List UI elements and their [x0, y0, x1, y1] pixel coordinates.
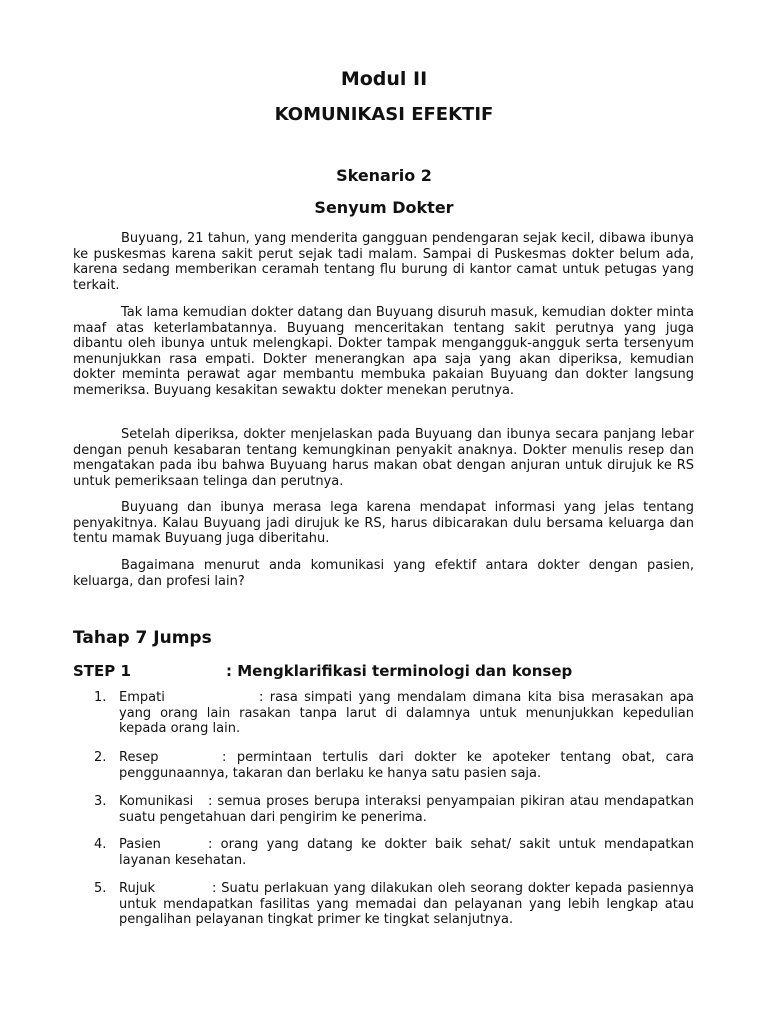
term-definition: : Suatu perlakuan yang dilakukan oleh seorang dokter kepada pasiennya untuk mendapatkan fasilitas yang memadai dan pelayanan yang lebih lengkap atau pengalihan pelayanan tingkat primer ke tingkat selanjutnya. — [119, 881, 694, 927]
scenario-paragraph: Tak lama kemudian dokter datang dan Buyuang disuruh masuk, kemudian dokter minta maaf atas keterlambatannya. Buyuang menceritakan tentang sakit perutnya yang juga dibantu oleh ibunya untuk melengkapi. Dokter tampak mengangguk-angguk serta tersenyum menunjukkan rasa empati. Dokter menerangkan apa saja yang akan diperiksa, kemudian dokter meminta perawat agar membantu membuka pakaian Buyuang dan dokter langsung memeriksa. Buyuang kesakitan sewaktu dokter menekan perutnya. — [73, 305, 694, 398]
section-heading: Tahap 7 Jumps — [73, 628, 212, 648]
term-name: Komunikasi — [119, 794, 194, 809]
term-number: 2. — [94, 750, 107, 765]
scenario-paragraph: Buyuang, 21 tahun, yang menderita gangguan pendengaran sejak kecil, dibawa ibunya ke puskesmas karena sakit perut sejak tadi malam. Sampai di Puskesmas dokter belum ada, karena sedang memberikan ceramah tentang flu burung di kantor camat untuk petugas yang terkait. — [73, 231, 694, 293]
term-name: Pasien — [119, 837, 161, 852]
step-title: : Mengklarifikasi terminologi dan konsep — [226, 662, 573, 680]
term-item — [94, 837, 694, 868]
term-definition: : permintaan tertulis dari dokter ke apoteker tentang obat, cara penggunaannya, takaran dan berlaku ke hanya satu pasien saja. — [119, 750, 694, 781]
scenario-label: Skenario 2 — [336, 166, 432, 185]
term-item — [94, 794, 694, 825]
scenario-question: Bagaimana menurut anda komunikasi yang efektif antara dokter dengan pasien, keluarga, dan profesi lain? — [73, 558, 694, 589]
term-item — [94, 690, 694, 737]
term-definition: : rasa simpati yang mendalam dimana kita bisa merasakan apa yang orang lain rasakan tanpa larut di dalamnya untuk menunjukkan kepedulian kepada orang lain. — [119, 690, 694, 736]
scenario-paragraph: Setelah diperiksa, dokter menjelaskan pada Buyuang dan ibunya secara panjang lebar dengan penuh kesabaran tentang kemungkinan penyakit anaknya. Dokter menulis resep dan mengatakan pada ibu bahwa Buyuang harus makan obat dengan anjuran untuk dirujuk ke RS untuk pemeriksaan telinga dan perutnya. — [73, 427, 694, 489]
term-number: 1. — [94, 690, 107, 705]
step-heading — [73, 662, 572, 680]
scenario-paragraph: Buyuang dan ibunya merasa lega karena mendapat informasi yang jelas tentang penyakitnya. Kalau Buyuang jadi dirujuk ke RS, harus dibicarakan dulu bersama keluarga dan tentu mamak Buyuang juga diberitahu. — [73, 500, 694, 546]
term-number: 3. — [94, 794, 107, 809]
term-definition: : semua proses berupa interaksi penyampaian pikiran atau mendapatkan suatu pengetahuan dari pengirim ke penerima. — [119, 794, 694, 825]
module-title: Modul II — [340, 68, 428, 90]
topic-title: KOMUNIKASI EFEKTIF — [274, 104, 494, 125]
term-item — [94, 881, 694, 928]
term-name: Empati — [119, 690, 165, 705]
term-name: Rujuk — [119, 881, 156, 896]
step-label: STEP 1 — [73, 662, 131, 680]
term-name: Resep — [119, 750, 159, 765]
scenario-title: Senyum Dokter — [314, 198, 454, 217]
term-number: 4. — [94, 837, 107, 852]
term-number: 5. — [94, 881, 107, 896]
term-definition: : orang yang datang ke dokter baik sehat/ sakit untuk mendapatkan layanan kesehatan. — [119, 837, 694, 868]
term-item — [94, 750, 694, 781]
